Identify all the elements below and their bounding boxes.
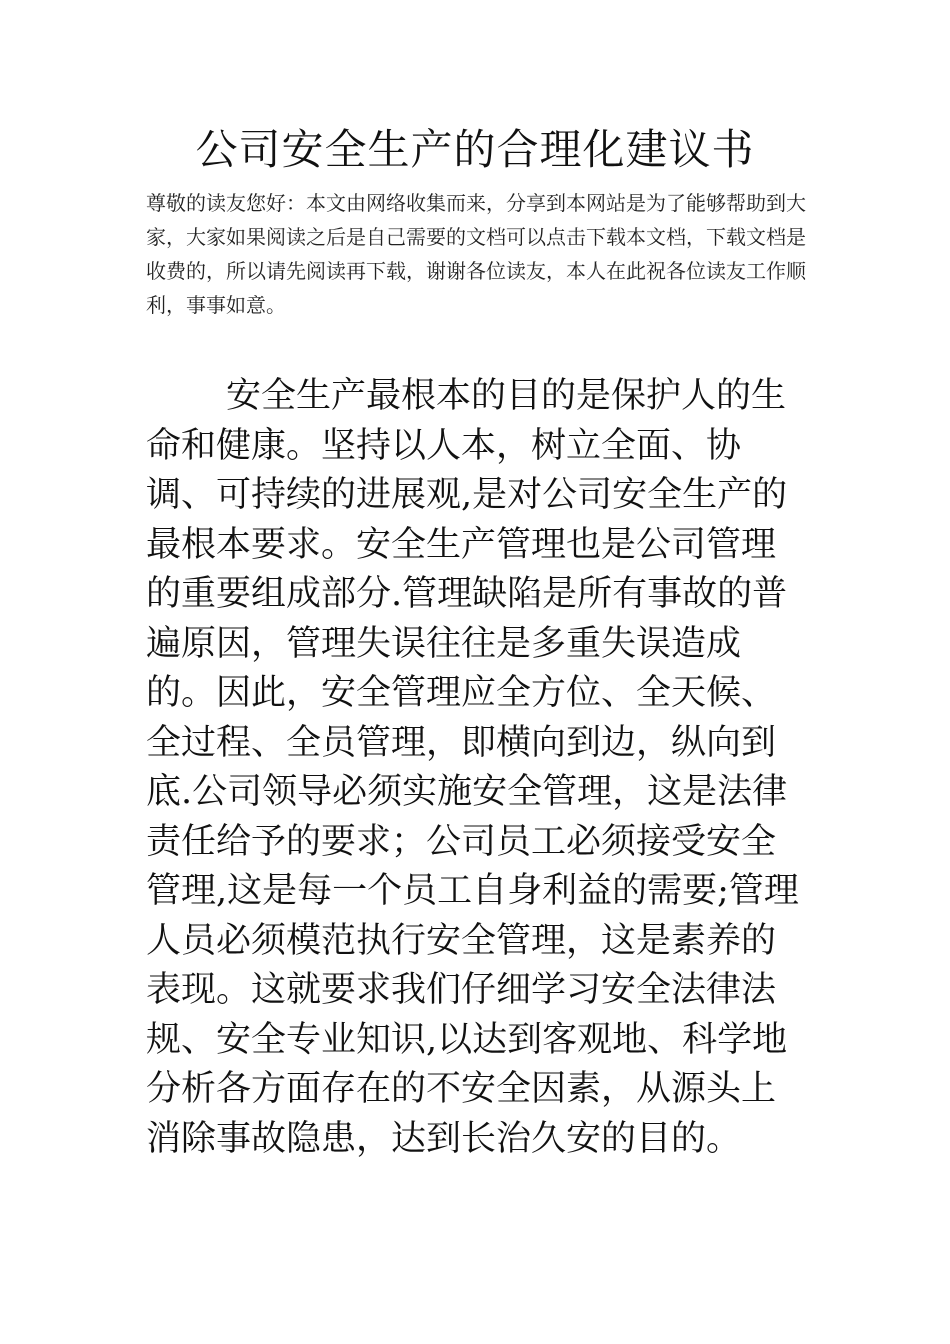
reader-notice: 尊敬的读友您好：本文由网络收集而来，分享到本网站是为了能够帮助到大家，大家如果阅读之后是自己需要的文档可以点击下载本文档，下载文档是收费的，所以请先阅读再下载，谢谢各位读友，本人在此祝各位读友工作顺利，事事如意。 [146, 191, 806, 317]
document-title: 公司安全生产的合理化建议书 [195, 125, 755, 174]
body-paragraph: 安全生产最根本的目的是保护人的生命和健康。坚持以人本，树立全面、协调、可持续的进展观,是对公司安全生产的最根本要求。安全生产管理也是公司管理的重要组成部分.管理缺陷是所有事故的普遍原因，管理失误往往是多重失误造成的。因此，安全管理应全方位、全天候、全过程、全员管理，即横向到边，纵向到底.公司领导必须实施安全管理，这是法律责任给予的要求；公司员工必须接受安全管理,这是每一个员工自身利益的需要;管理人员必须模范执行安全管理，这是素养的表现。这就要求我们仔细学习安全法律法规、安全专业知识,以达到客观地、科学地分析各方面存在的不安全因素，从源头上消除事故隐患，达到长治久安的目的。 [146, 376, 799, 1159]
